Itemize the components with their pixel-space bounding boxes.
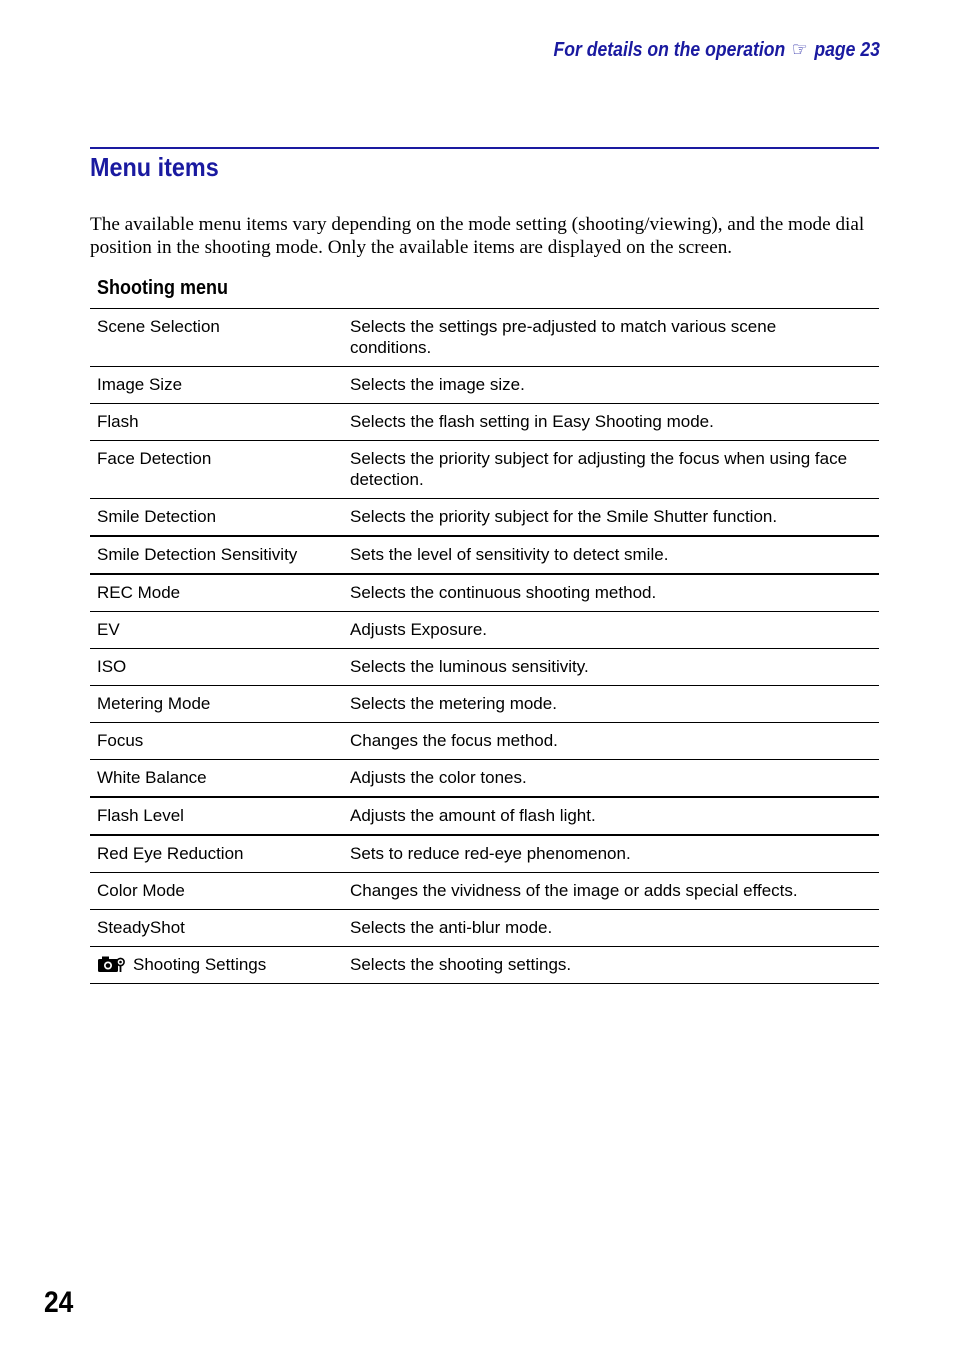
section-divider: [90, 147, 879, 149]
menu-item-description: Selects the priority subject for adjusting the focus when using face detection.: [350, 449, 848, 489]
menu-item-description: Adjusts the amount of flash light.: [350, 806, 596, 825]
menu-item-description: Sets to reduce red-eye phenomenon.: [350, 844, 631, 863]
table-row: [90, 947, 879, 984]
section-title: Menu items: [90, 152, 219, 182]
menu-item-description: Selects the settings pre-adjusted to match various scene conditions.: [350, 317, 777, 357]
table-row: [90, 723, 879, 760]
menu-item-name: White Balance: [97, 768, 207, 787]
table-row: [90, 649, 879, 686]
menu-item-description: Selects the shooting settings.: [350, 955, 572, 974]
table-row: [90, 536, 879, 574]
menu-item-name: Scene Selection: [97, 317, 220, 336]
table-row: [90, 612, 879, 649]
table-row: [90, 797, 879, 835]
menu-item-description: Selects the luminous sensitivity.: [350, 657, 589, 676]
table-row: [90, 574, 879, 612]
menu-item-name: Color Mode: [97, 881, 185, 900]
menu-item-description: Adjusts the color tones.: [350, 768, 527, 787]
menu-item-name: REC Mode: [97, 583, 181, 602]
menu-item-description: Selects the anti-blur mode.: [350, 918, 553, 937]
page-number: 24: [44, 1286, 74, 1319]
reference-page-link[interactable]: page 23: [814, 39, 880, 61]
menu-item-description: Selects the flash setting in Easy Shooting mode.: [350, 412, 714, 431]
menu-item-name: Smile Detection Sensitivity: [97, 545, 298, 564]
menu-item-description: Selects the priority subject for the Smile Shutter function.: [350, 507, 778, 526]
table-row: [90, 309, 879, 367]
menu-item-name: ISO: [97, 657, 127, 676]
menu-item-name: EV: [97, 620, 120, 639]
menu-item-name: Smile Detection: [97, 507, 217, 526]
menu-item-name: Metering Mode: [97, 694, 211, 713]
menu-item-description: Adjusts Exposure.: [350, 620, 488, 639]
menu-item-name: Flash: [97, 412, 139, 431]
table-row: [90, 910, 879, 947]
menu-item-name: Shooting Settings: [133, 955, 267, 974]
menu-item-name: Flash Level: [97, 806, 184, 825]
table-row: [90, 760, 879, 798]
pointing-hand-icon: ☞: [792, 39, 808, 61]
menu-item-name: Red Eye Reduction: [97, 844, 244, 863]
menu-item-name: Image Size: [97, 375, 183, 394]
menu-item-description: Changes the focus method.: [350, 731, 558, 750]
menu-item-description: Selects the image size.: [350, 375, 525, 394]
shooting-menu-table: [90, 308, 879, 984]
table-row: [90, 835, 879, 873]
table-row: [90, 367, 879, 404]
menu-item-description: Selects the continuous shooting method.: [350, 583, 657, 602]
table-row: [90, 686, 879, 723]
table-row: [90, 404, 879, 441]
menu-item-name: Face Detection: [97, 449, 212, 468]
table-row: [90, 873, 879, 910]
menu-item-description: Sets the level of sensitivity to detect smile.: [350, 545, 669, 564]
table-row: [90, 499, 879, 537]
shooting-menu-heading: Shooting menu: [97, 277, 228, 299]
operation-reference[interactable]: [554, 37, 880, 62]
intro-paragraph: The available menu items vary depending on the mode setting (shooting/viewing), and the mode dial position in the shooting mode. Only the available items are displayed on the screen.: [90, 214, 865, 258]
reference-prefix: For details on the operation: [553, 39, 786, 61]
table-row: [90, 441, 879, 499]
menu-item-name: Focus: [97, 731, 144, 750]
menu-item-name: SteadyShot: [97, 918, 185, 937]
menu-item-description: Changes the vividness of the image or adds special effects.: [350, 881, 798, 900]
menu-item-description: Selects the metering mode.: [350, 694, 557, 713]
camera-settings-icon: [97, 955, 125, 973]
menu-item-name-cell: [90, 947, 350, 984]
